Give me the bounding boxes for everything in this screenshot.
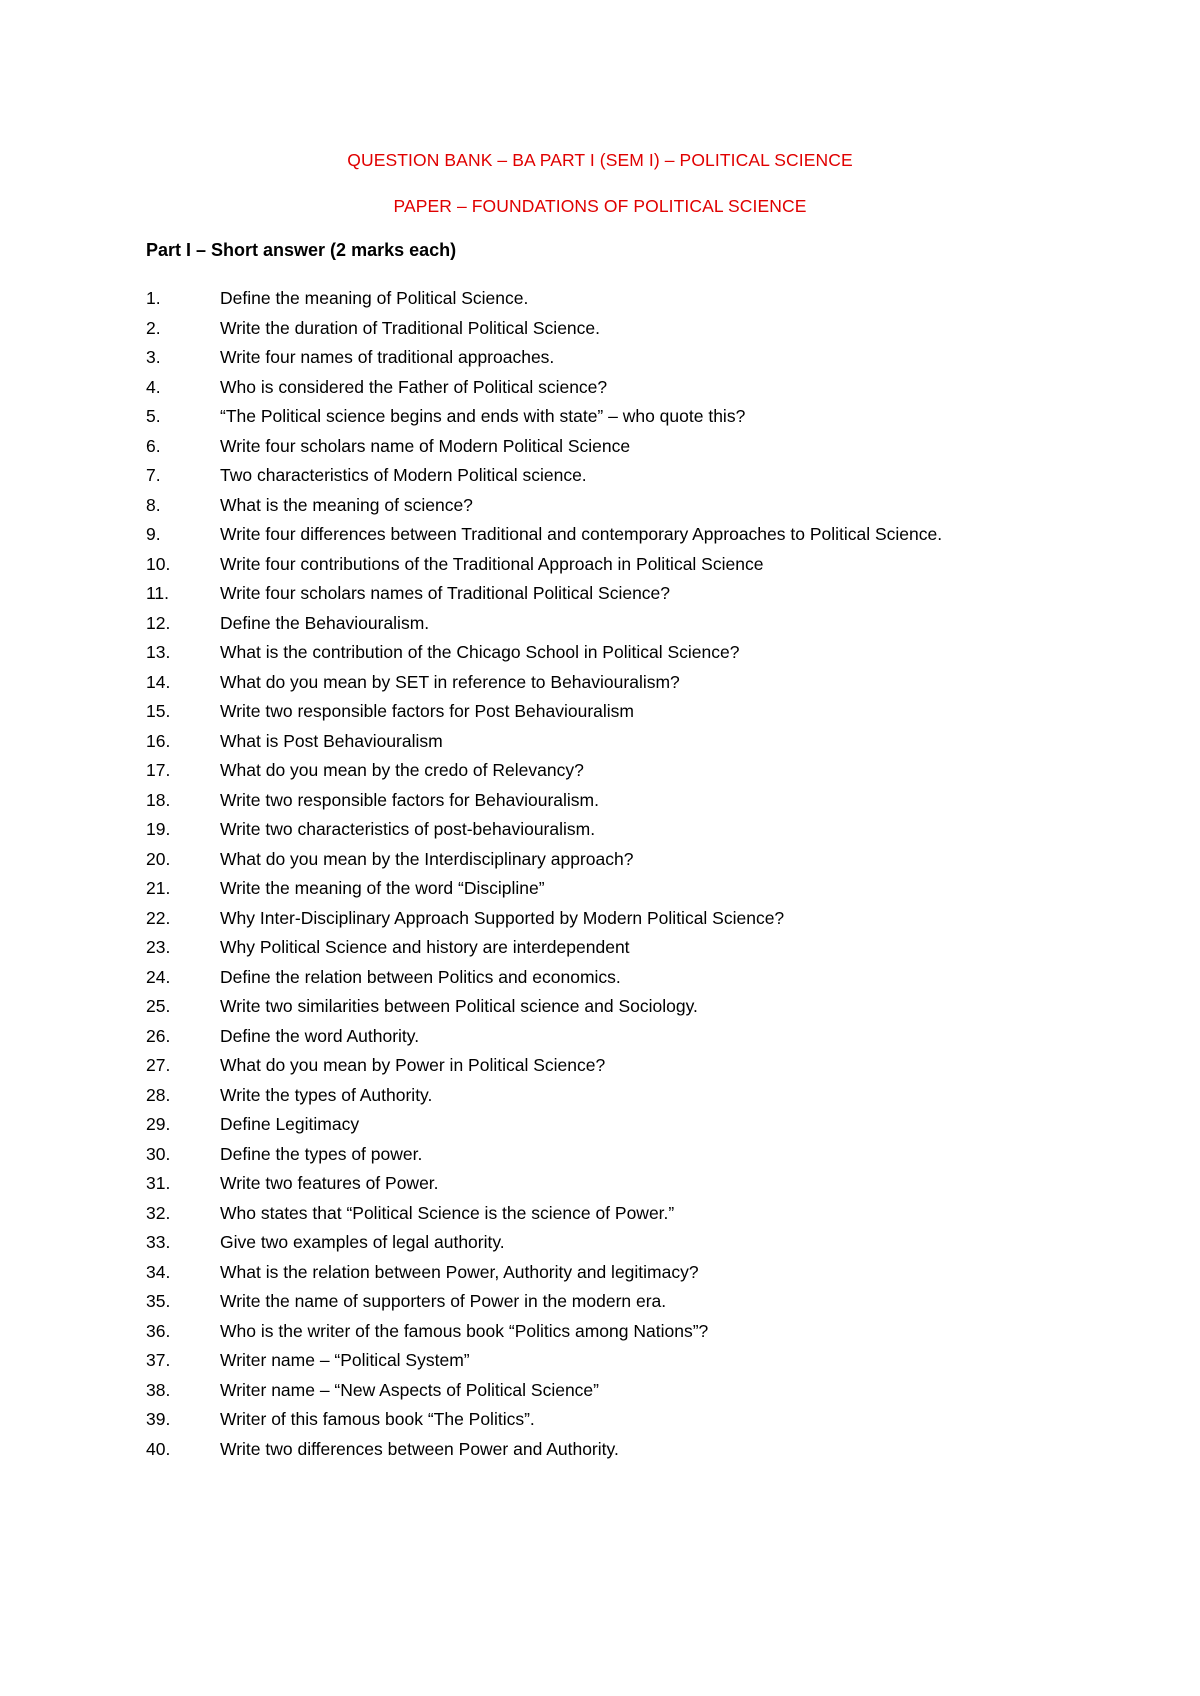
question-text: What do you mean by Power in Political Science? (220, 1055, 606, 1075)
question-number: 29. (146, 1114, 171, 1134)
question-number: 22. (146, 907, 171, 928)
question-number: 25. (146, 996, 171, 1016)
question-text: Define the Behaviouralism. (220, 612, 430, 633)
list-item (0, 1199, 1200, 1229)
question-text: What is the relation between Power, Authority and legitimacy? (220, 1261, 699, 1282)
question-text: Write the duration of Traditional Political Science. (220, 317, 601, 338)
question-text: Define the relation between Politics and economics. (220, 966, 621, 987)
list-item (0, 933, 1200, 963)
question-text: Who is the writer of the famous book “Politics among Nations”? (220, 1320, 709, 1341)
question-number: 34. (146, 1261, 171, 1282)
question-number: 40. (146, 1438, 171, 1459)
list-item (0, 668, 1200, 698)
question-text: Write the name of supporters of Power in the modern era. (220, 1291, 667, 1311)
list-item (0, 373, 1200, 403)
question-number: 15. (146, 701, 171, 721)
question-number: 11. (146, 583, 170, 603)
question-text: Writer name – “New Aspects of Political Science” (220, 1379, 599, 1400)
list-item (0, 815, 1200, 845)
question-text: What is the contribution of the Chicago School in Political Science? (220, 642, 740, 662)
question-number: 24. (146, 966, 171, 987)
list-item (0, 1287, 1200, 1317)
list-item (0, 1110, 1200, 1140)
question-text: Define the types of power. (220, 1143, 423, 1164)
question-text: What do you mean by the credo of Relevancy? (220, 760, 584, 780)
question-number: 19. (146, 819, 171, 839)
list-item (0, 402, 1200, 432)
list-item (0, 491, 1200, 521)
question-text: Write the meaning of the word “Discipline” (220, 878, 545, 898)
list-item (0, 992, 1200, 1022)
question-text: Writer name – “Political System” (220, 1350, 470, 1370)
list-item (0, 1051, 1200, 1081)
list-item (0, 461, 1200, 491)
question-number: 7. (146, 465, 161, 485)
question-text: What do you mean by the Interdisciplinary approach? (220, 848, 634, 869)
question-number: 17. (146, 760, 171, 780)
question-number: 30. (146, 1143, 171, 1164)
question-number: 14. (146, 671, 171, 692)
question-number: 12. (146, 612, 171, 633)
list-item (0, 1081, 1200, 1111)
question-number: 38. (146, 1379, 171, 1400)
question-text: Define the meaning of Political Science. (220, 288, 529, 308)
question-text: Write two similarities between Political science and Sociology. (220, 996, 698, 1016)
list-item (0, 314, 1200, 344)
question-text: Write the types of Authority. (220, 1084, 433, 1105)
question-text: “The Political science begins and ends with state” – who quote this? (220, 406, 746, 426)
question-text: Define Legitimacy (220, 1114, 360, 1134)
list-item (0, 1346, 1200, 1376)
question-number: 13. (146, 642, 171, 662)
list-item (0, 845, 1200, 875)
question-number: 6. (146, 435, 161, 456)
question-text: What is Post Behaviouralism (220, 730, 443, 751)
list-item (0, 1405, 1200, 1435)
list-item (0, 697, 1200, 727)
question-text: Write four contributions of the Traditional Approach in Political Science (220, 553, 764, 574)
question-text: Write two responsible factors for Post Behaviouralism (220, 701, 635, 721)
list-item (0, 786, 1200, 816)
list-item (0, 284, 1200, 314)
question-text: Define the word Authority. (220, 1025, 420, 1046)
question-number: 3. (146, 347, 161, 367)
list-item (0, 963, 1200, 993)
question-number: 39. (146, 1409, 171, 1429)
question-number: 5. (146, 406, 161, 426)
list-item (0, 1258, 1200, 1288)
question-text: Write two responsible factors for Behaviouralism. (220, 789, 599, 810)
question-text: Write two differences between Power and Authority. (220, 1438, 619, 1459)
list-item (0, 904, 1200, 934)
list-item (0, 1169, 1200, 1199)
question-number: 9. (146, 524, 161, 544)
question-text: Why Political Science and history are interdependent (220, 937, 630, 957)
question-text: Who states that “Political Science is the science of Power.” (220, 1202, 675, 1223)
question-number: 1. (146, 288, 161, 308)
question-number: 36. (146, 1320, 171, 1341)
question-number: 2. (146, 317, 161, 338)
question-number: 21. (146, 878, 171, 898)
list-item (0, 609, 1200, 639)
question-number: 20. (146, 848, 171, 869)
question-number: 8. (146, 494, 161, 515)
question-number: 18. (146, 789, 171, 810)
section-heading: Part I – Short answer (2 marks each) (146, 240, 457, 260)
question-text: Give two examples of legal authority. (220, 1232, 505, 1252)
list-item (0, 874, 1200, 904)
question-text: Two characteristics of Modern Political science. (220, 465, 587, 485)
question-text: Write four scholars name of Modern Political Science (220, 435, 631, 456)
list-item (0, 1317, 1200, 1347)
list-item (0, 520, 1200, 550)
list-item (0, 343, 1200, 373)
list-item (0, 1022, 1200, 1052)
question-text: Write four differences between Traditional and contemporary Approaches to Political Science. (220, 524, 943, 544)
list-item (0, 1435, 1200, 1465)
question-list (0, 284, 1200, 1464)
question-text: Write two characteristics of post-behaviouralism. (220, 819, 596, 839)
list-item (0, 550, 1200, 580)
question-text: What do you mean by SET in reference to Behaviouralism? (220, 671, 680, 692)
question-number: 37. (146, 1350, 171, 1370)
list-item (0, 1140, 1200, 1170)
question-text: Who is considered the Father of Political science? (220, 376, 608, 397)
list-item (0, 1228, 1200, 1258)
list-item (0, 432, 1200, 462)
question-text: Write four names of traditional approaches. (220, 347, 555, 367)
question-number: 16. (146, 730, 171, 751)
document-title: QUESTION BANK – BA PART I (SEM I) – POLITICAL SCIENCE (347, 150, 853, 170)
list-item (0, 1376, 1200, 1406)
question-number: 32. (146, 1202, 171, 1223)
question-text: What is the meaning of science? (220, 494, 473, 515)
question-text: Write two features of Power. (220, 1173, 439, 1193)
question-text: Why Inter-Disciplinary Approach Supported by Modern Political Science? (220, 907, 785, 928)
question-number: 35. (146, 1291, 171, 1311)
question-number: 10. (146, 553, 171, 574)
question-text: Write four scholars names of Traditional Political Science? (220, 583, 671, 603)
question-number: 23. (146, 937, 171, 957)
list-item (0, 727, 1200, 757)
document-subtitle: PAPER – FOUNDATIONS OF POLITICAL SCIENCE (393, 196, 807, 216)
list-item (0, 756, 1200, 786)
question-number: 27. (146, 1055, 171, 1075)
question-number: 31. (146, 1173, 171, 1193)
question-number: 28. (146, 1084, 171, 1105)
list-item (0, 638, 1200, 668)
question-number: 26. (146, 1025, 171, 1046)
question-text: Writer of this famous book “The Politics”. (220, 1409, 535, 1429)
list-item (0, 579, 1200, 609)
question-number: 33. (146, 1232, 171, 1252)
question-number: 4. (146, 376, 161, 397)
